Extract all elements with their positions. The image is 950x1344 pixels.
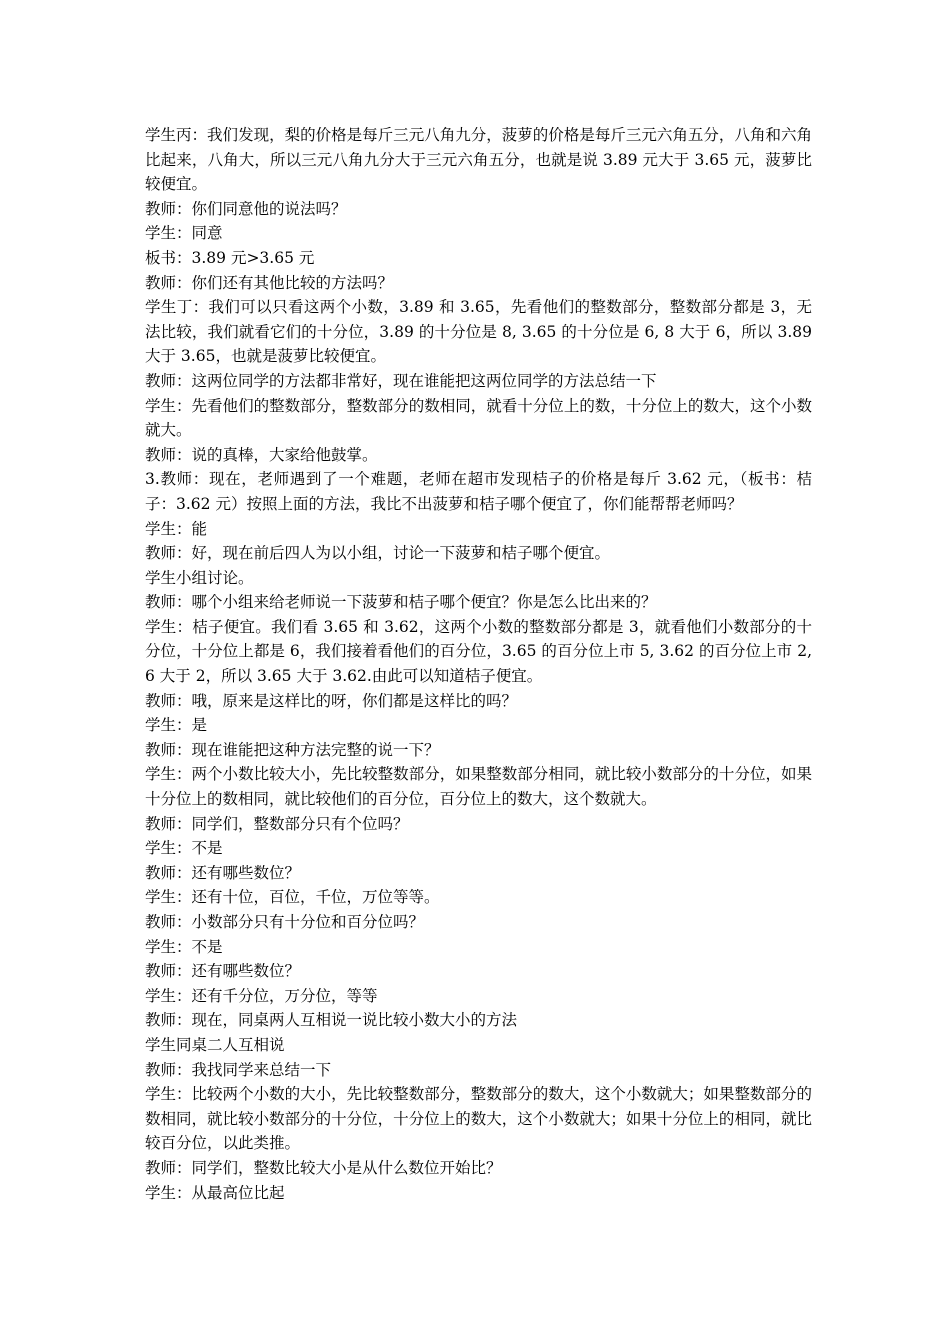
paragraph: 学生：同意 bbox=[145, 224, 223, 243]
paragraph: 学生：不是 bbox=[145, 839, 223, 858]
paragraph: 学生丁：我们可以只看这两个小数，3.89 和 3.65，先看他们的整数部分，整数部分都是 3，无法比较，我们就看它们的十分位，3.89 的十分位是 8, 3.65 的十分位是 6, 8 大于 6，所以 3.89 大于 3.65，也就是菠萝比较便宜。 bbox=[145, 298, 812, 366]
paragraph: 教师：同学们，整数比较大小是从什么数位开始比？ bbox=[145, 1158, 502, 1177]
paragraph: 学生：比较两个小数的大小，先比较整数部分，整数部分的数大，这个小数就大；如果整数部分的数相同，就比较小数部分的十分位，十分位上的数大，这个小数就大；如果十分位上的相同，就比较百分位，以此类推。 bbox=[145, 1085, 812, 1153]
paragraph: 教师：我找同学来总结一下 bbox=[145, 1060, 332, 1079]
paragraph: 学生：先看他们的整数部分，整数部分的数相同，就看十分位上的数，十分位上的数大，这个小数就大。 bbox=[145, 396, 812, 440]
paragraph: 学生：还有千分位，万分位，等等 bbox=[145, 986, 378, 1005]
paragraph: 教师：你们还有其他比较的方法吗？ bbox=[145, 273, 394, 292]
paragraph: 学生小组讨论。 bbox=[145, 568, 254, 587]
paragraph: 教师：这两位同学的方法都非常好，现在谁能把这两位同学的方法总结一下 bbox=[145, 371, 657, 390]
paragraph: 教师：哦，原来是这样比的呀，你们都是这样比的吗？ bbox=[145, 691, 518, 710]
paragraph: 学生：从最高位比起 bbox=[145, 1183, 285, 1202]
paragraph: 教师：同学们，整数部分只有个位吗？ bbox=[145, 814, 409, 833]
paragraph: 教师：哪个小组来给老师说一下菠萝和桔子哪个便宜？你是怎么比出来的？ bbox=[145, 593, 657, 612]
paragraph: 3.教师：现在，老师遇到了一个难题，老师在超市发现桔子的价格是每斤 3.62 元，（板书：桔子：3.62 元）按照上面的方法，我比不出菠萝和桔子哪个便宜了，你们能帮帮老师吗？ bbox=[145, 470, 812, 513]
paragraph: 学生：桔子便宜。我们看 3.65 和 3.62，这两个小数的整数部分都是 3，就看他们小数部分的十分位，十分位上都是 6，我们接着看他们的百分位，3.65 的百分位上市 5, 3.62 的百分位上市 2, 6 大于 2，所以 3.65 大于 3.62.由此可以知道桔子便宜。 bbox=[145, 617, 812, 686]
paragraph: 学生：还有十位，百位，千位，万位等等。 bbox=[145, 888, 440, 907]
paragraph: 教师：现在谁能把这种方法完整的说一下？ bbox=[145, 740, 440, 759]
paragraph: 学生丙：我们发现，梨的价格是每斤三元八角九分，菠萝的价格是每斤三元六角五分，八角和六角比起来，八角大，所以三元八角九分大于三元六角五分，也就是说 3.89 元大于 3.65 元，菠萝比较便宜。 bbox=[145, 126, 812, 194]
paragraph: 学生同桌二人互相说 bbox=[145, 1035, 285, 1054]
lesson-transcript bbox=[145, 123, 812, 1205]
paragraph: 教师：你们同意他的说法吗？ bbox=[145, 199, 347, 218]
paragraph: 教师：说的真棒，大家给他鼓掌。 bbox=[145, 445, 378, 464]
paragraph: 教师：还有哪些数位？ bbox=[145, 863, 301, 882]
paragraph: 教师：现在，同桌两人互相说一说比较小数大小的方法 bbox=[145, 1011, 518, 1030]
paragraph: 学生：是 bbox=[145, 716, 208, 735]
paragraph: 教师：还有哪些数位？ bbox=[145, 962, 301, 981]
paragraph: 学生：能 bbox=[145, 519, 208, 538]
paragraph: 教师：好，现在前后四人为以小组，讨论一下菠萝和桔子哪个便宜。 bbox=[145, 544, 611, 563]
paragraph: 学生：两个小数比较大小，先比较整数部分，如果整数部分相同，就比较小数部分的十分位，如果十分位上的数相同，就比较他们的百分位，百分位上的数大，这个数就大。 bbox=[145, 765, 812, 809]
paragraph: 板书：3.89 元>3.65 元 bbox=[145, 248, 315, 267]
paragraph: 教师：小数部分只有十分位和百分位吗？ bbox=[145, 913, 425, 931]
paragraph: 学生：不是 bbox=[145, 937, 223, 956]
